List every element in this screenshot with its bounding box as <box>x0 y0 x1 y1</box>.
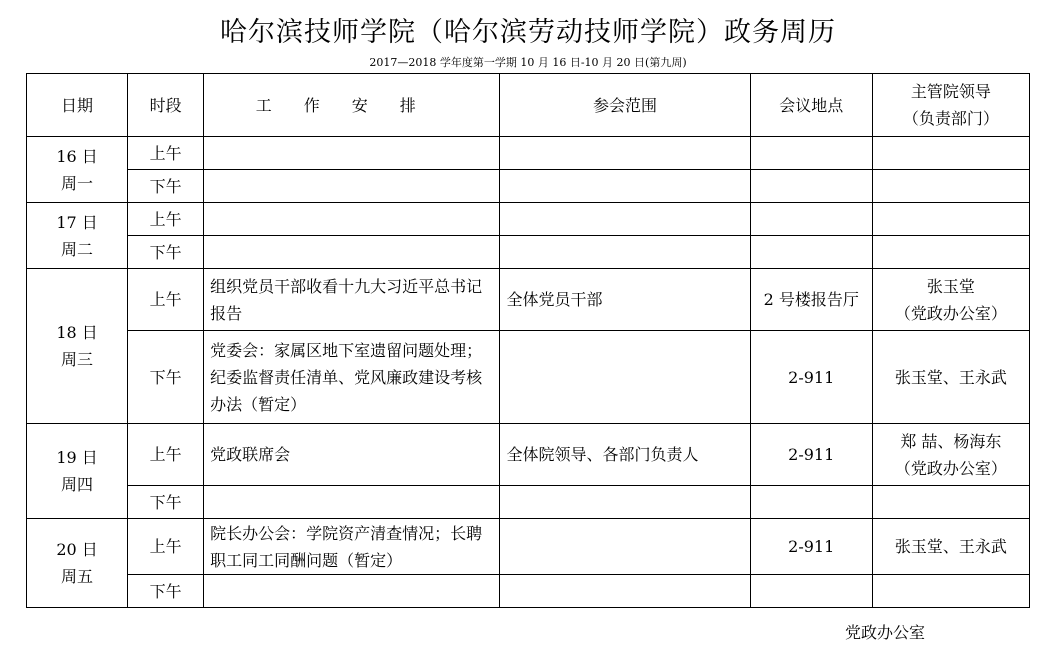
lead-cell: 张玉堂、王永武 <box>872 331 1029 424</box>
place-cell <box>750 170 872 203</box>
footer-office: 党政办公室 <box>845 623 926 642</box>
header-row <box>27 74 1030 137</box>
work-cell <box>204 236 500 269</box>
work-cell: 组织党员干部收看十九大习近平总书记报告 <box>204 269 500 331</box>
scope-cell: 全体党员干部 <box>500 269 750 331</box>
work-cell: 院长办公会：学院资产清查情况；长聘职工同工同酬问题（暂定） <box>204 519 500 575</box>
scope-cell <box>500 203 750 236</box>
slot-cell: 下午 <box>128 575 204 608</box>
scope-cell <box>500 331 750 424</box>
scope-cell: 全体院领导、各部门负责人 <box>500 424 750 486</box>
place-cell <box>750 236 872 269</box>
place-cell: 2-911 <box>750 424 872 486</box>
slot-cell: 下午 <box>128 486 204 519</box>
slot-cell: 上午 <box>128 424 204 486</box>
place-cell: 2 号楼报告厅 <box>750 269 872 331</box>
header-lead <box>872 74 1029 137</box>
header-slot: 时段 <box>128 74 204 137</box>
scope-cell <box>500 519 750 575</box>
header-lead-line1: 主管院领导 <box>910 82 991 101</box>
date-cell <box>27 424 128 519</box>
table-row <box>27 269 1030 331</box>
table-row <box>27 424 1030 486</box>
date-cell <box>27 203 128 269</box>
date-label: 17 日 <box>56 212 98 232</box>
slot-cell: 下午 <box>128 170 204 203</box>
place-cell <box>750 575 872 608</box>
lead-name: 郑 喆、杨海东 <box>900 431 1002 451</box>
lead-dept: （党政办公室） <box>894 303 1007 323</box>
work-cell <box>204 486 500 519</box>
work-cell: 党委会：家属区地下室遗留问题处理；纪委监督责任清单、党风廉政建设考核办法（暂定） <box>204 331 500 424</box>
header-scope: 参会范围 <box>500 74 750 137</box>
table-row <box>27 236 1030 269</box>
lead-cell <box>872 486 1029 519</box>
work-cell <box>204 137 500 170</box>
header-work: 工作安排 <box>204 74 500 137</box>
work-cell: 党政联席会 <box>204 424 500 486</box>
table-row <box>27 486 1030 519</box>
weekly-calendar-table <box>26 73 1030 608</box>
date-label: 19 日 <box>56 448 98 467</box>
lead-cell <box>872 575 1029 608</box>
header-lead-line2: （负责部门） <box>902 109 999 128</box>
table-row <box>27 137 1030 170</box>
lead-cell: 张玉堂、王永武 <box>872 519 1029 575</box>
place-cell <box>750 203 872 236</box>
date-label: 18 日 <box>56 323 98 342</box>
lead-cell <box>872 137 1029 170</box>
page-subtitle: 2017—2018 学年度第一学期 10 月 16 日-10 月 20 日(第九周) <box>369 56 687 69</box>
header-place: 会议地点 <box>750 74 872 137</box>
date-label: 16 日 <box>56 146 98 166</box>
date-cell <box>27 269 128 424</box>
page-title: 哈尔滨技师学院（哈尔滨劳动技师学院）政务周历 <box>220 17 836 48</box>
slot-cell: 上午 <box>128 203 204 236</box>
table-row <box>27 575 1030 608</box>
table-row <box>27 331 1030 424</box>
lead-cell <box>872 170 1029 203</box>
place-cell: 2-911 <box>750 331 872 424</box>
scope-cell <box>500 137 750 170</box>
lead-dept: （党政办公室） <box>894 458 1007 478</box>
place-cell <box>750 486 872 519</box>
scope-cell <box>500 486 750 519</box>
scope-cell <box>500 170 750 203</box>
lead-cell <box>872 203 1029 236</box>
place-cell <box>750 137 872 170</box>
work-cell <box>204 575 500 608</box>
lead-cell <box>872 269 1029 331</box>
weekday-label: 周二 <box>61 239 94 259</box>
date-cell <box>27 137 128 203</box>
lead-cell <box>872 236 1029 269</box>
table-row <box>27 519 1030 575</box>
work-cell <box>204 170 500 203</box>
date-label: 20 日 <box>56 540 98 559</box>
slot-cell: 上午 <box>128 269 204 331</box>
weekday-label: 周五 <box>61 567 94 586</box>
work-cell <box>204 203 500 236</box>
lead-cell <box>872 424 1029 486</box>
scope-cell <box>500 575 750 608</box>
lead-name: 张玉堂 <box>926 276 975 296</box>
date-cell <box>27 519 128 608</box>
place-cell: 2-911 <box>750 519 872 575</box>
weekday-label: 周一 <box>61 173 94 193</box>
slot-cell: 下午 <box>128 236 204 269</box>
slot-cell: 上午 <box>128 137 204 170</box>
table-row <box>27 203 1030 236</box>
slot-cell: 上午 <box>128 519 204 575</box>
weekday-label: 周四 <box>61 475 94 494</box>
header-date: 日期 <box>27 74 128 137</box>
slot-cell: 下午 <box>128 331 204 424</box>
table-row <box>27 170 1030 203</box>
scope-cell <box>500 236 750 269</box>
weekday-label: 周三 <box>61 350 94 369</box>
